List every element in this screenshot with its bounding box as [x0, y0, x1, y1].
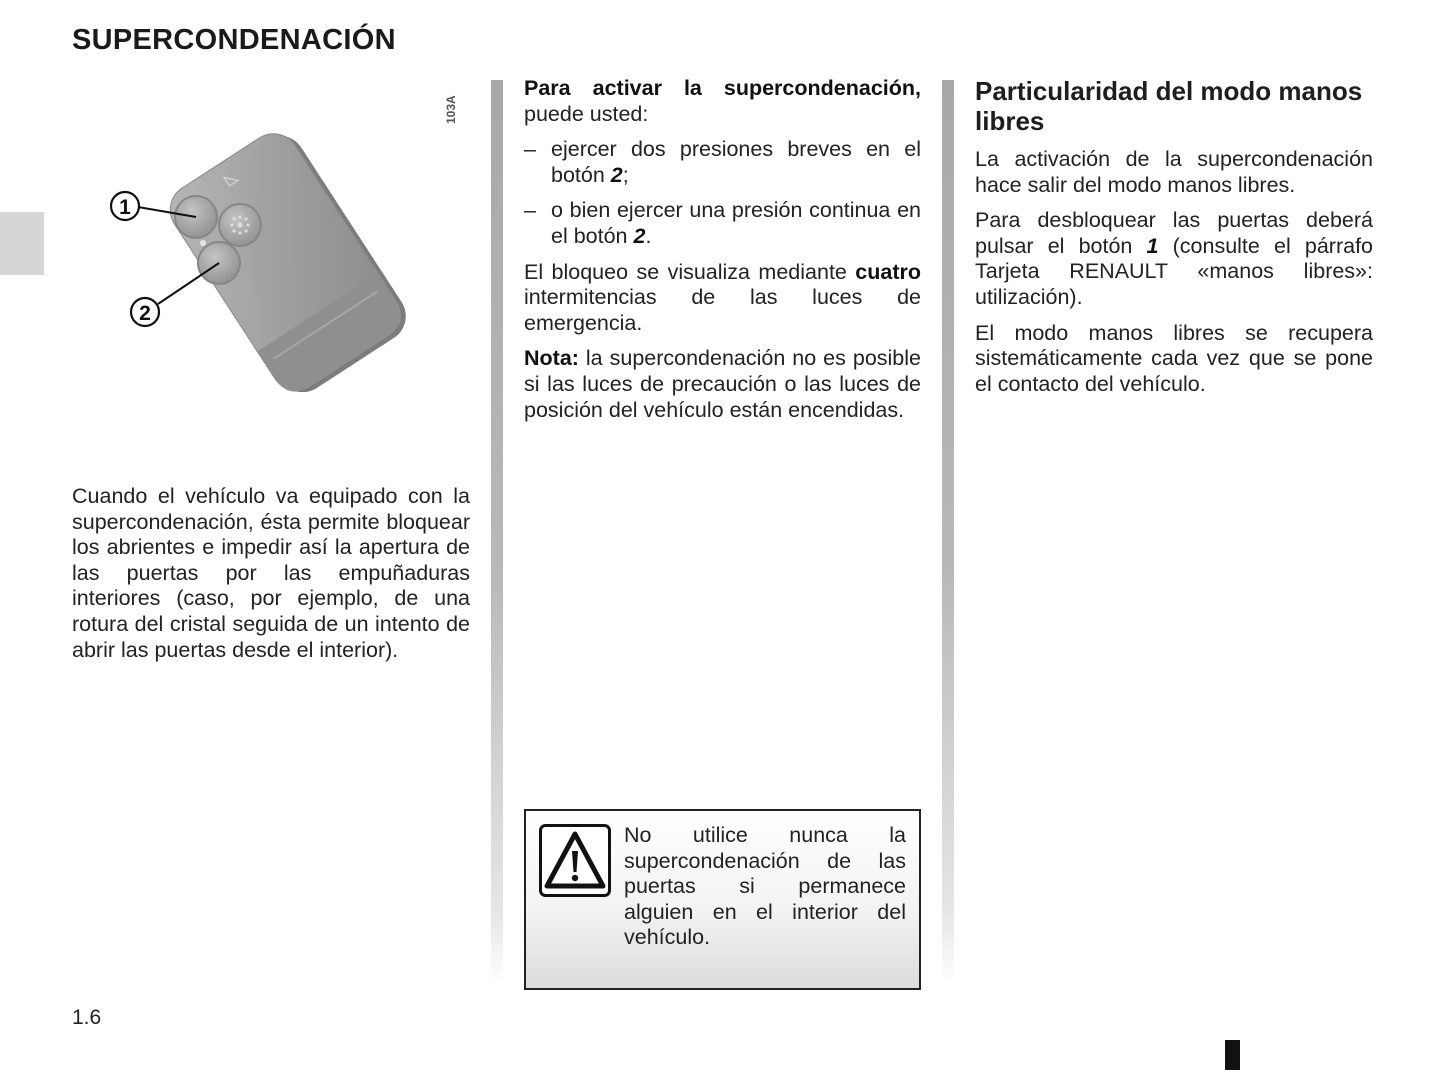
column-divider [491, 80, 503, 985]
activation-intro: Para activar la supercondenación, puede usted: [524, 76, 921, 126]
activation-column [524, 76, 921, 433]
callout-2-label: 2 [139, 302, 151, 325]
warning-box [524, 809, 921, 990]
figure-code: 103A [444, 95, 458, 124]
warning-triangle-icon [539, 824, 611, 897]
handsfree-paragraph-3: El modo manos libres se recupera sistemáticamente cada vez que se pone el contacto del vehículo. [975, 320, 1373, 396]
handsfree-column [975, 76, 1373, 407]
intro-paragraph: Cuando el vehículo va equipado con la supercondenación, ésta permite bloquear los abrientes e impedir así la apertura de las puertas por las empuñaduras interiores (caso, por ejemplo, de una rotura del cristal seguida de un intento de abrir las puertas desde el interior). [72, 484, 470, 662]
warning-text: No utilice nunca la supercondenación de las puertas si permanece alguien en el interior del vehículo. [624, 823, 906, 950]
keycard-illustration [100, 82, 470, 392]
lock-indication: El bloqueo se visualiza mediante cuatro intermitencias de las luces de emergencia. [524, 259, 921, 335]
callout-1-label: 1 [119, 196, 131, 219]
section-heading: Particularidad del modo manos libres [975, 76, 1363, 136]
handsfree-paragraph-2: Para desbloquear las puertas deberá pulsar el botón 1 (consulte el párrafo Tarjeta RENAULT «manos libres»: utilización). [975, 208, 1373, 309]
page-number: 1.6 [72, 1006, 102, 1029]
page-title: SUPERCONDENACIÓN [72, 24, 396, 56]
note-paragraph: Nota: la supercondenación no es posible si las luces de precaución o las luces de posición del vehículo están encendidas. [524, 346, 921, 422]
handsfree-paragraph-1: La activación de la supercondenación hace salir del modo manos libres. [975, 147, 1373, 197]
page-edge-marker [1225, 1040, 1240, 1070]
list-item: – o bien ejercer una presión continua en el botón 2. [524, 198, 921, 248]
column-divider [942, 80, 954, 985]
section-tab [0, 212, 44, 275]
list-item: – ejercer dos presiones breves en el botón 2; [524, 137, 921, 187]
